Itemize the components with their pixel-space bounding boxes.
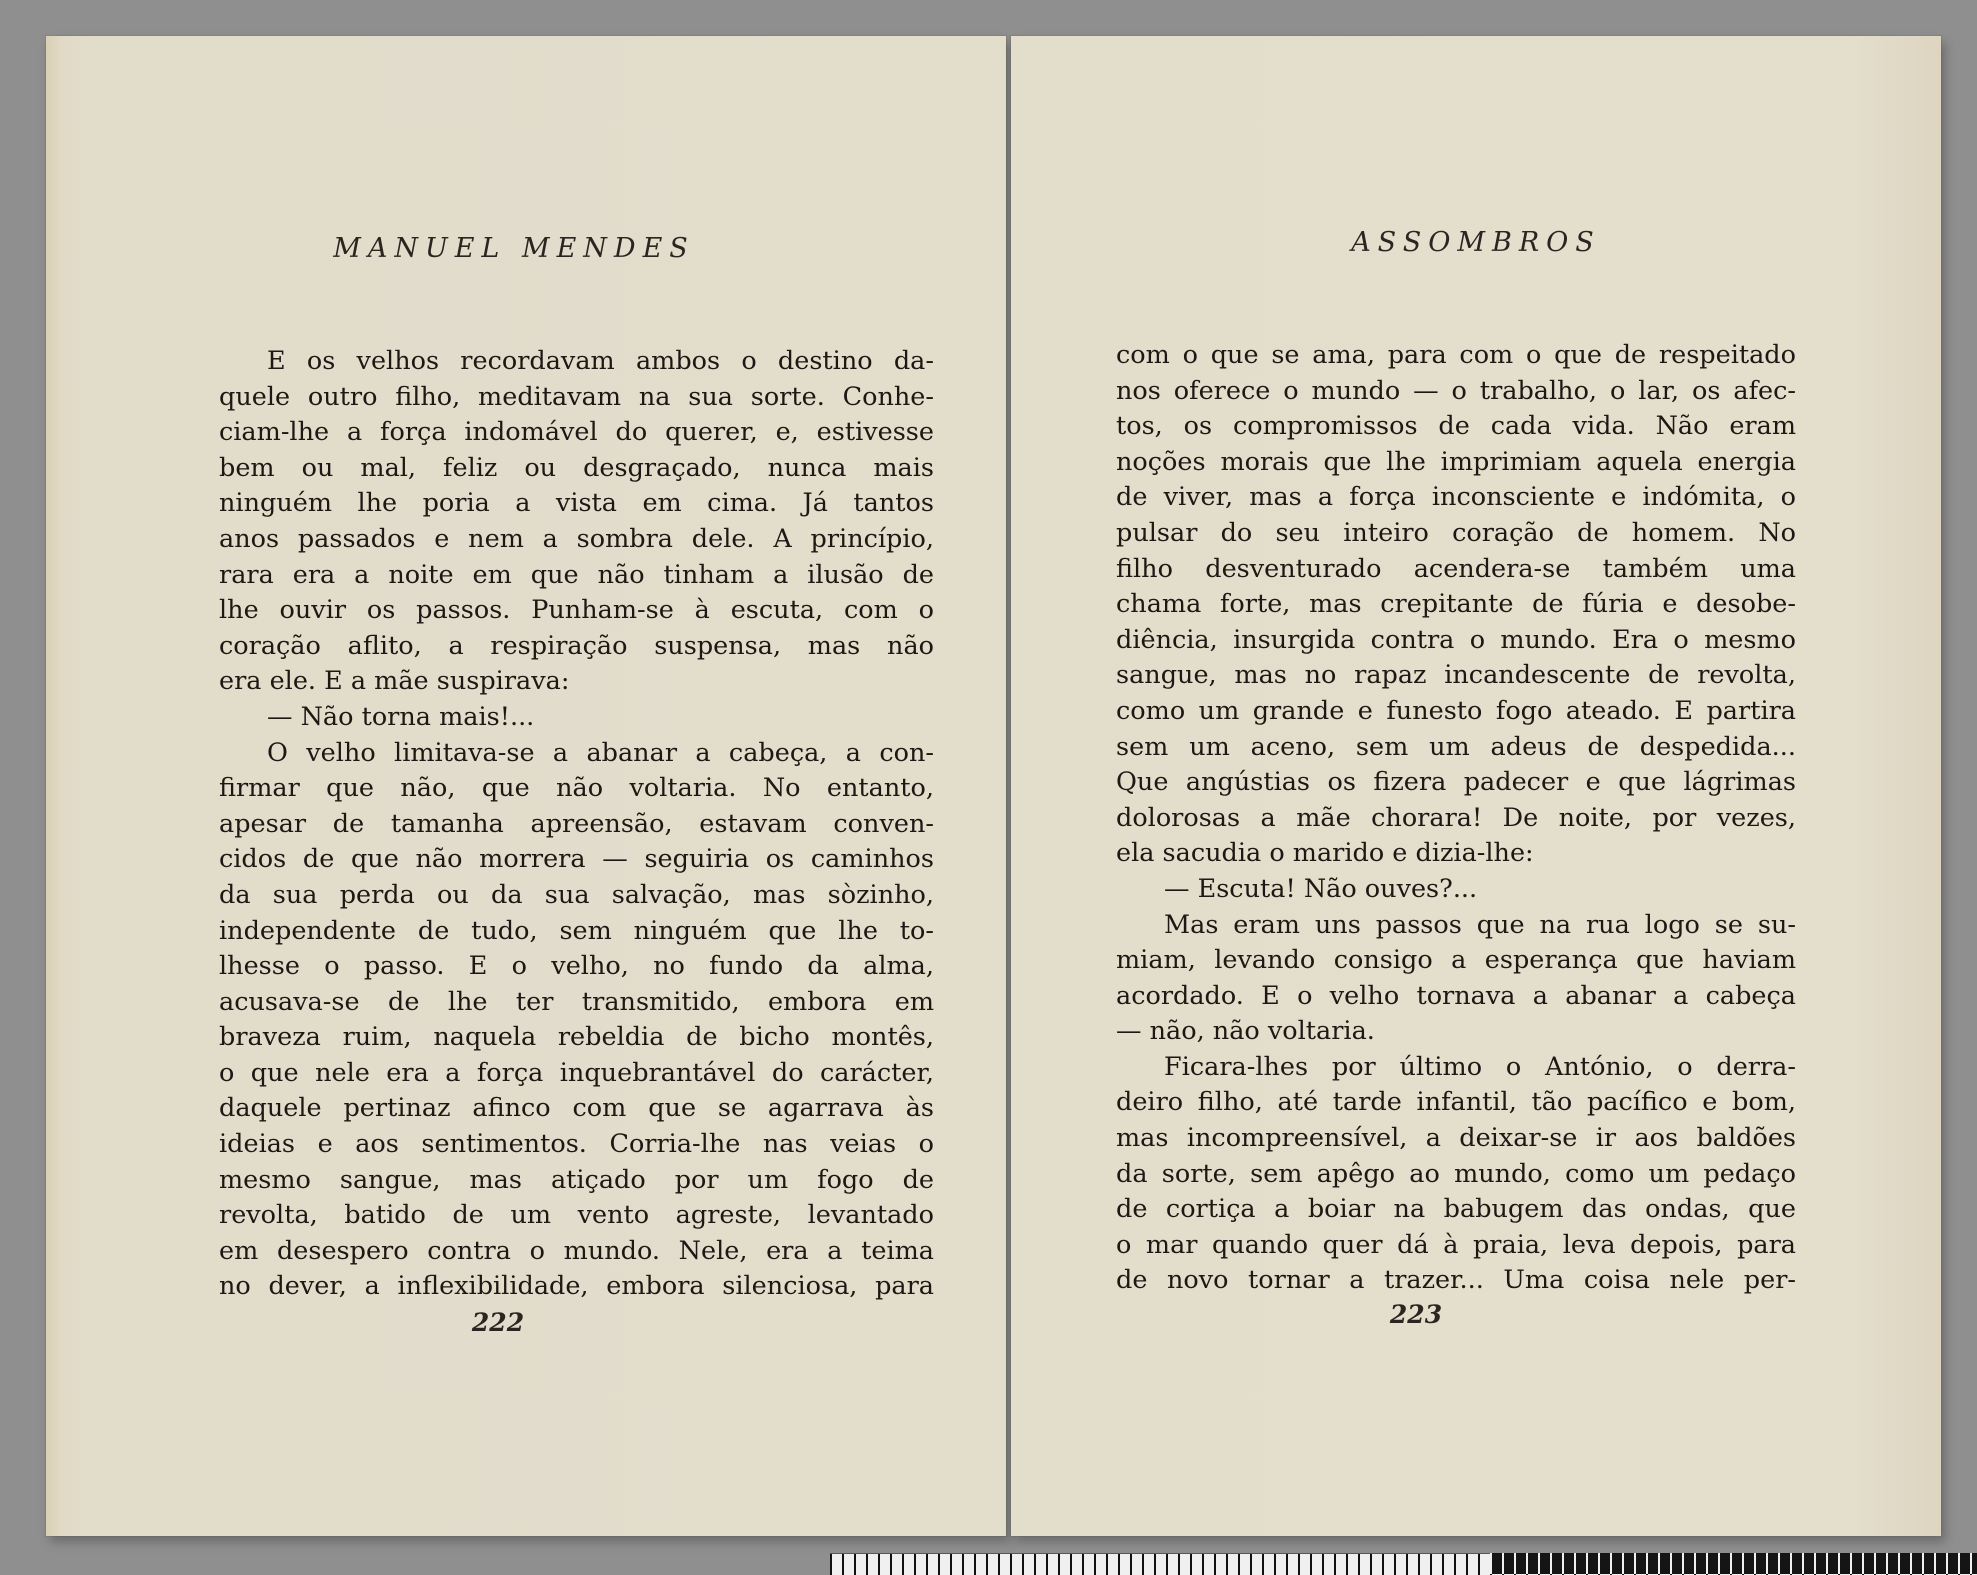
text-line: Ficara-lhes por último o António, o derra-: [1164, 1051, 1796, 1082]
text-line: ninguém lhe poria a vista em cima. Já tantos: [219, 488, 934, 519]
text-line: ideias e aos sentimentos. Corria-lhe nas veias o: [219, 1129, 934, 1160]
text-line: filho desventurado acendera-se também uma: [1116, 553, 1796, 584]
text-line: o mar quando quer dá à praia, leva depois, para: [1116, 1229, 1796, 1260]
text-line: tos, os compromissos de cada vida. Não eram: [1116, 411, 1796, 442]
scale-ruler-dark-segment: [1490, 1553, 1977, 1574]
text-line: E os velhos recordavam ambos o destino da-: [267, 346, 934, 376]
text-line: lhe ouvir os passos. Punham-se à escuta, com o: [219, 595, 934, 626]
text-line: bem ou mal, feliz ou desgraçado, nunca mais: [219, 452, 934, 483]
text-line: de viver, mas a força inconsciente e indómita, o: [1116, 482, 1796, 513]
text-line: noções morais que lhe imprimiam aquela energia: [1116, 446, 1796, 477]
right-page-body-text: [1116, 338, 1796, 1299]
text-line: rara era a noite em que não tinham a ilusão de: [219, 559, 934, 590]
text-line: nos oferece o mundo — o trabalho, o lar, os afec-: [1116, 375, 1796, 406]
text-line: o que nele era a força inquebrantável do carácter,: [219, 1057, 934, 1088]
text-line: acordado. E o velho tornava a abanar a cabeça: [1116, 980, 1796, 1011]
text-line: de cortiça a boiar na babugem das ondas, que: [1116, 1194, 1796, 1225]
text-line: — não, não voltaria.: [1116, 1016, 1375, 1047]
text-line: daquele pertinaz afinco com que se agarrava às: [219, 1093, 934, 1124]
text-line: anos passados e nem a sombra dele. A princípio,: [219, 523, 934, 554]
text-line: como um grande e funesto fogo ateado. E partira: [1116, 695, 1796, 726]
text-line: Que angústias os fizera padecer e que lágrimas: [1116, 767, 1796, 798]
running-head-title: ASSOMBROS: [1351, 227, 1601, 258]
text-line: acusava-se de lhe ter transmitido, embora em: [219, 986, 934, 1017]
text-line: quele outro filho, meditavam na sua sorte. Conhe-: [219, 381, 934, 412]
text-line: sangue, mas no rapaz incandescente de revolta,: [1116, 660, 1796, 691]
text-line: pulsar do seu inteiro coração de homem. No: [1116, 517, 1796, 548]
text-line: coração aflito, a respiração suspensa, mas não: [219, 630, 934, 661]
text-line: da sua perda ou da sua salvação, mas sòzinho,: [219, 879, 934, 910]
running-head-author: MANUEL MENDES: [333, 233, 695, 264]
text-line: cidos de que não morrera — seguiria os caminhos: [219, 844, 934, 875]
text-line: era ele. E a mãe suspirava:: [219, 666, 570, 697]
page-number-right: 223: [1389, 1300, 1443, 1329]
text-line: chama forte, mas crepitante de fúria e desobe-: [1116, 589, 1796, 620]
text-line: revolta, batido de um vento agreste, levantado: [219, 1200, 934, 1231]
page-number-left: 222: [471, 1308, 525, 1337]
text-line: mesmo sangue, mas atiçado por um fogo de: [219, 1164, 934, 1195]
left-page-body-text: [219, 344, 934, 1305]
text-line: Mas eram uns passos que na rua logo se su-: [1164, 909, 1796, 940]
text-line: da sorte, sem apêgo ao mundo, como um pedaço: [1116, 1158, 1796, 1189]
text-line: com o que se ama, para com o que de respeitado: [1116, 340, 1796, 370]
text-line: no dever, a inflexibilidade, embora silenciosa, para: [219, 1271, 934, 1302]
text-line: sem um aceno, sem um adeus de despedida...: [1116, 731, 1796, 762]
text-line: independente de tudo, sem ninguém que lhe to-: [219, 915, 934, 946]
text-line: braveza ruim, naquela rebeldia de bicho montês,: [219, 1022, 934, 1053]
text-line: O velho limitava-se a abanar a cabeça, a con-: [267, 737, 934, 768]
text-line: miam, levando consigo a esperança que haviam: [1116, 945, 1796, 976]
text-line: diência, insurgida contra o mundo. Era o mesmo: [1116, 624, 1796, 655]
text-line: — Não torna mais!...: [267, 701, 535, 732]
text-line: deiro filho, até tarde infantil, tão pacífico e bom,: [1116, 1087, 1796, 1118]
text-line: firmar que não, que não voltaria. No entanto,: [219, 773, 934, 804]
text-line: lhesse o passo. E o velho, no fundo da alma,: [219, 951, 934, 982]
text-line: em desespero contra o mundo. Nele, era a teima: [219, 1235, 934, 1266]
text-line: dolorosas a mãe chorara! De noite, por vezes,: [1116, 802, 1796, 833]
text-line: apesar de tamanha apreensão, estavam conven-: [219, 808, 934, 839]
text-line: ciam-lhe a força indomável do querer, e, estivesse: [219, 417, 934, 448]
text-line: ela sacudia o marido e dizia-lhe:: [1116, 838, 1534, 869]
right-page: [1011, 36, 1941, 1536]
left-page: [46, 36, 1006, 1536]
text-line: — Escuta! Não ouves?...: [1164, 873, 1478, 904]
text-line: de novo tornar a trazer... Uma coisa nele per-: [1116, 1265, 1796, 1296]
text-line: mas incompreensível, a deixar-se ir aos baldões: [1116, 1123, 1796, 1154]
